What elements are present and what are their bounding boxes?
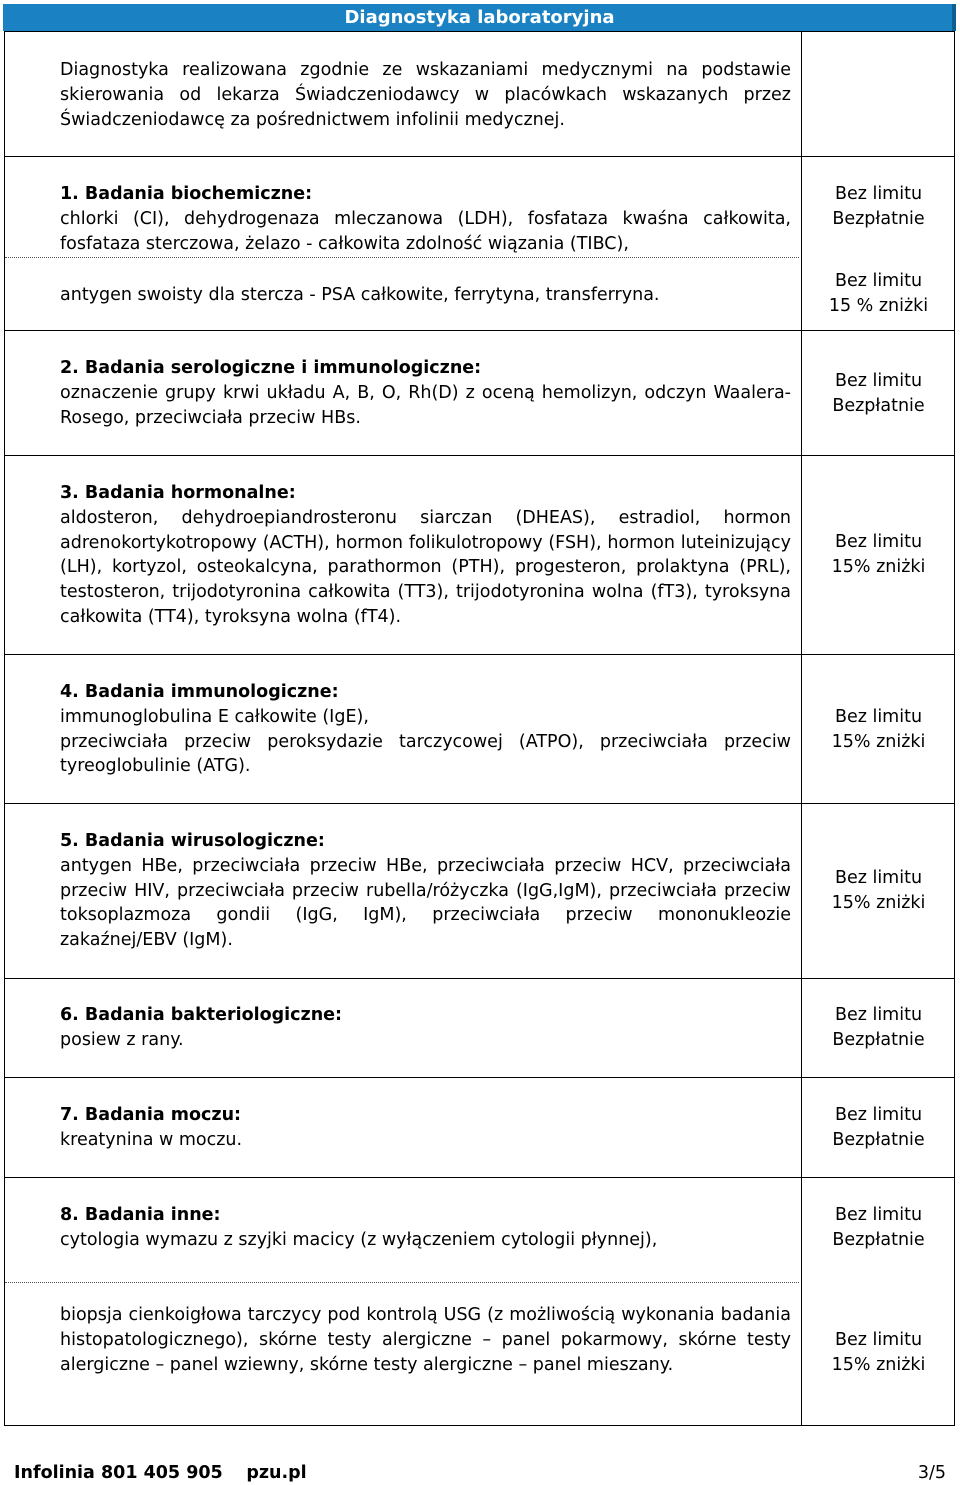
limit-label: Bez limitu xyxy=(834,532,923,552)
section-5-text: antygen HBe, przeciwciała przeciw HBe, przeciwciała przeciw HCV, przeciwciała przeciw HIV, przeciwciała przeciw rubella/różyczka (IgG,IgM), przeciwciała przeciw toksoplazmoza gondii (IgG, IgM), przeciwciała przeciw mononukleozie zakaźnej/EBV (IgM). xyxy=(60,855,791,951)
limit-label: Bez limitu xyxy=(834,1205,923,1225)
row-divider xyxy=(5,455,954,456)
section-1-title: 1. Badania biochemiczne: xyxy=(60,184,313,204)
price-label: 15% zniżki xyxy=(831,892,926,913)
section-3-status xyxy=(802,530,955,580)
price-label: 15% zniżki xyxy=(831,556,926,577)
row-subdivider xyxy=(5,1282,799,1283)
section-1 xyxy=(60,182,791,256)
section-1-status-2 xyxy=(802,269,955,319)
row-divider xyxy=(5,803,954,804)
section-2 xyxy=(60,356,791,430)
header-edge xyxy=(952,4,956,31)
limit-label: Bez limitu xyxy=(834,868,923,888)
section-8 xyxy=(60,1203,791,1253)
limit-label: Bez limitu xyxy=(834,707,923,727)
section-2-title: 2. Badania serologiczne i immunologiczne: xyxy=(60,358,482,378)
row-divider xyxy=(5,654,954,655)
section-1-text: chlorki (CI), dehydrogenaza mleczanowa (LDH), fosfataza kwaśna całkowita, fosfataza sterczowa, żelazo - całkowita zdolność wiązania (TIBC), xyxy=(60,208,791,254)
section-8-text-2: biopsja cienkoigłowa tarczycy pod kontrolą USG (z możliwością wykonania badania histopatologicznego), skórne testy alergiczne – panel pokarmowy, skórne testy alergiczne – panel wziewny, skórne testy alergiczne – panel mieszany. xyxy=(60,1305,791,1375)
section-8-text: cytologia wymazu z szyjki macicy (z wyłączeniem cytologii płynnej), xyxy=(60,1229,658,1250)
website-link[interactable]: pzu.pl xyxy=(246,1463,307,1483)
limit-label: Bez limitu xyxy=(834,1005,923,1025)
section-header xyxy=(3,4,956,31)
section-1-status xyxy=(802,182,955,232)
hotline-number: Infolinia 801 405 905 xyxy=(14,1463,223,1483)
section-8-status xyxy=(802,1203,955,1253)
section-3-title: 3. Badania hormonalne: xyxy=(60,483,296,503)
price-label: 15 % zniżki xyxy=(828,295,929,316)
page-number: 3/5 xyxy=(917,1463,946,1483)
section-1-text-2: antygen swoisty dla stercza - PSA całkowite, ferrytyna, transferryna. xyxy=(60,285,660,305)
price-label: Bezpłatnie xyxy=(832,1029,925,1050)
section-4-text-line-1: immunoglobulina E całkowite (IgE), xyxy=(60,706,369,727)
limit-label: Bez limitu xyxy=(834,1105,923,1125)
row-divider xyxy=(5,978,954,979)
section-8-status-2 xyxy=(802,1328,955,1378)
price-label: 15% zniżki xyxy=(831,1354,926,1375)
row-divider xyxy=(5,1077,954,1078)
section-5-title: 5. Badania wirusologiczne: xyxy=(60,831,325,851)
section-2-text: oznaczenie grupy krwi układu A, B, O, Rh(D) z oceną hemolizyn, odczyn Waalera-Rosego, przeciwciała przeciw HBs. xyxy=(60,382,791,428)
section-8-title: 8. Badania inne: xyxy=(60,1205,221,1225)
section-4-title: 4. Badania immunologiczne: xyxy=(60,682,339,702)
section-5-status xyxy=(802,866,955,916)
price-label: 15% zniżki xyxy=(831,731,926,752)
limit-label: Bez limitu xyxy=(834,371,923,391)
section-4 xyxy=(60,680,791,779)
row-divider xyxy=(5,156,954,157)
price-label: Bezpłatnie xyxy=(832,395,925,416)
row-divider xyxy=(5,1177,954,1178)
section-6-title: 6. Badania bakteriologiczne: xyxy=(60,1005,343,1025)
price-label: Bezpłatnie xyxy=(832,208,925,229)
section-6-text: posiew z rany. xyxy=(60,1029,184,1050)
row-subdivider xyxy=(5,257,799,258)
limit-label: Bez limitu xyxy=(834,271,923,291)
page-footer xyxy=(14,1461,946,1485)
section-7-status xyxy=(802,1103,955,1153)
price-label: Bezpłatnie xyxy=(832,1229,925,1250)
section-7 xyxy=(60,1103,791,1153)
section-3-text: aldosteron, dehydroepiandrosteronu siarczan (DHEAS), estradiol, hormon adrenokortykotropowy (ACTH), hormon folikulotropowy (FSH), hormon luteinizujący (LH), kortyzol, osteokalcyna, parathormon (PTH), progesteron, prolaktyna (PRL), testosteron, trijodotyronina całkowita (TT3), trijodotyronina wolna (fT3), tyroksyna całkowita (TT4), tyroksyna wolna (fT4). xyxy=(60,507,791,627)
section-7-text: kreatynina w moczu. xyxy=(60,1129,243,1150)
section-4-status xyxy=(802,705,955,755)
row-divider xyxy=(5,330,954,331)
limit-label: Bez limitu xyxy=(834,184,923,204)
section-6 xyxy=(60,1003,791,1053)
section-2-status xyxy=(802,369,955,419)
section-5 xyxy=(60,829,791,953)
section-6-status xyxy=(802,1003,955,1053)
price-label: Bezpłatnie xyxy=(832,1129,925,1150)
intro-text: Diagnostyka realizowana zgodnie ze wskazaniami medycznymi na podstawie skierowania od lekarza Świadczeniodawcy w placówkach wskazanych przez Świadczeniodawcę za pośrednictwem infolinii medycznej. xyxy=(60,60,791,130)
section-4-text-line-2: przeciwciała przeciw peroksydazie tarczycowej (ATPO), przeciwciała przeciw tyreoglobulinie (ATG). xyxy=(60,731,791,777)
limit-label: Bez limitu xyxy=(834,1330,923,1350)
diagnostics-table xyxy=(4,31,955,1426)
section-title: Diagnostyka laboratoryjna xyxy=(344,7,615,28)
section-3 xyxy=(60,481,791,630)
section-7-title: 7. Badania moczu: xyxy=(60,1105,242,1125)
